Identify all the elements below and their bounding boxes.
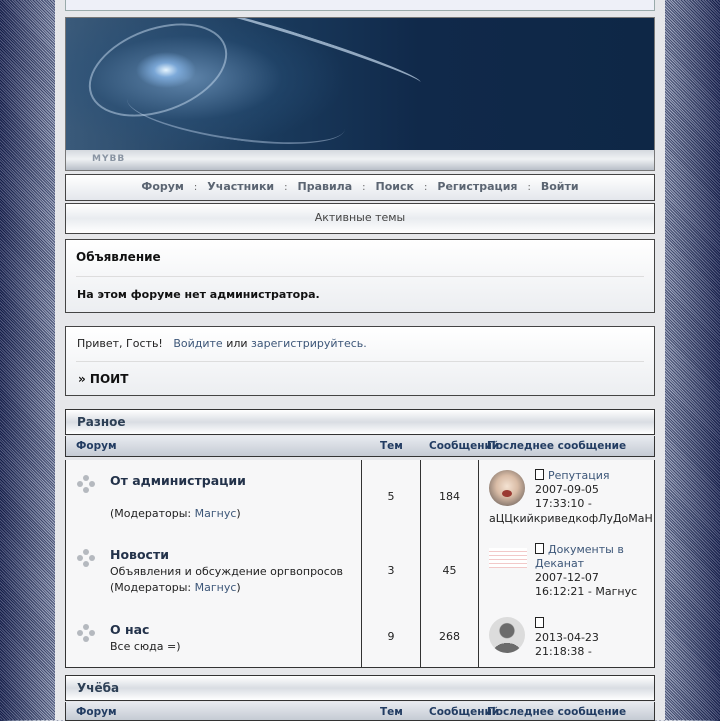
topics-count: 9 [387,630,395,643]
nav-login[interactable]: Войти [540,180,579,193]
last-post-date: 2007-12-07 [535,571,599,584]
category-header[interactable] [65,675,655,701]
nav-members[interactable]: Участники [207,180,275,193]
announcement-box [65,239,655,313]
topics-count-cell [362,608,421,667]
moderator-link[interactable]: Магнус [194,581,237,594]
divider [76,361,644,362]
welcome-box [65,326,655,396]
document-icon [535,469,544,480]
nav-search[interactable]: Поиск [375,180,415,193]
col-messages: Сообщений [429,440,500,452]
messages-count-cell [421,608,479,667]
forum-description: Объявления и обсуждение оргвопросов [110,565,344,578]
last-post-date: 2007-09-05 [535,483,599,496]
messages-count: 184 [439,490,460,503]
nav-separator: : [193,182,198,193]
column-headers [65,702,655,721]
col-forum: Форум [76,440,117,452]
forum-title-link[interactable]: Новости [110,547,169,562]
user-avatar[interactable] [489,548,527,568]
mybb-logo: MYBB [92,154,126,164]
messages-count: 268 [439,630,460,643]
default-avatar-icon[interactable] [489,617,525,653]
forum-cell [66,534,362,608]
nav-rules[interactable]: Правила [297,180,353,193]
messages-count-cell [421,534,479,608]
forum-row [65,534,655,609]
category-title: Разное [77,415,126,429]
category-title: Учёба [77,681,120,695]
last-post-time: 17:33:10 - [535,497,592,510]
last-post-info [535,617,599,659]
forum-title-link[interactable]: О нас [110,622,150,637]
nav-separator: : [424,182,428,193]
forum-status-icon [77,475,95,493]
greeting-text: Привет, Гость! [77,337,163,350]
announcement-text: На этом форуме нет администратора. [77,288,320,301]
forum-status-icon [77,549,95,567]
moderator-link[interactable]: Магнус [194,507,237,520]
welcome-row [77,337,367,350]
last-post-link[interactable]: Документы в Деканат [535,543,624,570]
last-post-cell [479,534,654,608]
login-link[interactable]: Войдите [173,337,223,350]
moderators-label: (Модераторы: [110,507,192,520]
avatar-mouth [502,490,512,497]
document-icon[interactable] [535,617,544,628]
nav-separator: : [284,182,288,193]
nav-separator: : [527,182,531,193]
last-post-cell [479,608,654,667]
nav-register[interactable]: Регистрация [437,180,518,193]
forum-row [65,460,655,535]
forum-description: Все сюда =) [110,640,181,653]
messages-count: 45 [442,564,457,577]
last-post-link[interactable]: Репутация [548,469,610,482]
left-background [0,0,55,720]
col-topics: Тем [380,706,403,718]
forum-title-link[interactable]: От администрации [110,473,246,488]
nav-forum[interactable]: Форум [141,180,184,193]
top-bar [65,0,655,11]
forum-row [65,608,655,668]
topics-count-cell [362,460,421,534]
moderators-label: (Модераторы: [110,581,192,594]
last-post-info [535,469,610,511]
nav-separator: : [362,182,366,193]
column-headers [65,436,655,457]
board-breadcrumb[interactable]: » ПОИТ [78,372,129,386]
forum-status-icon [77,624,95,642]
col-messages: Сообщений [429,706,500,718]
moderators [110,507,241,520]
forum-cell [66,608,362,667]
last-post-author[interactable]: аЦЦкийкриведкофЛуДоМаН [489,512,653,525]
col-last-post: Последнее сообщение [487,706,627,718]
last-post-cell [479,460,654,534]
topics-count-cell [362,534,421,608]
last-post-info [535,543,654,599]
last-post-date: 2013-04-23 [535,631,599,644]
divider [76,276,644,277]
or-text: или [226,337,248,350]
register-link[interactable]: зарегистрируйтесь. [251,337,367,350]
announcement-title: Объявление [76,250,161,264]
category-header[interactable] [65,409,655,435]
moderators-end: ) [236,581,241,594]
topics-count: 5 [387,490,395,503]
page-container [55,0,665,720]
last-post-time: 16:12:21 - Магнус [535,585,638,598]
forum-cell [66,460,362,534]
banner-strip [66,150,654,170]
moderators [110,581,241,594]
document-icon [535,543,544,554]
moderators-end: ) [236,507,241,520]
col-last-post: Последнее сообщение [487,440,627,452]
last-post-time: 21:18:38 - [535,645,592,658]
col-topics: Тем [380,440,403,452]
user-avatar[interactable] [489,470,525,506]
forum-banner[interactable] [65,17,655,171]
col-forum: Форум [76,706,117,718]
active-topics-link[interactable]: Активные темы [65,203,655,234]
main-navigation [65,174,655,201]
right-background [665,0,720,720]
messages-count-cell [421,460,479,534]
topics-count: 3 [387,564,395,577]
